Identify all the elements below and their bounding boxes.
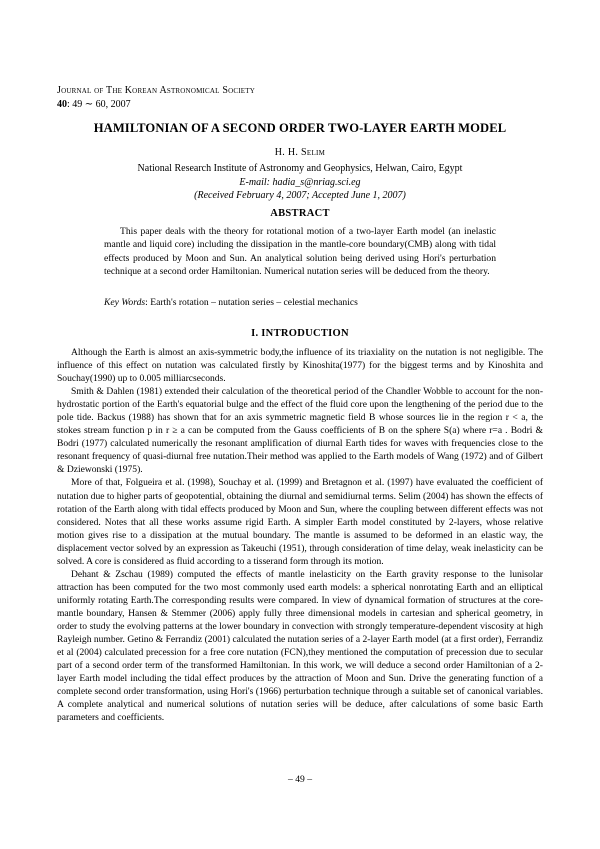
paragraph: Dehant & Zschau (1989) computed the effects of mantle inelasticity on the Earth gravity response to the lunisolar attraction has been computed for the two most commonly used earth models: a spherical nonrotating Earth and an elliptical uniformly rotating Earth.The corresponding results were compared. In view of dynamical formation of structures at the core-mantle boundary, Hansen & Stemmer (2006) apply fully three dimensional models in cartesian and spherical geometry, in order to study the evolving patterns at the lower boundary in convection with strongly temperature-dependent viscosity at high Rayleigh number. Getino & Ferrandiz (2001) calculated the nutation series of a 2-layer Earth model (at a first order), Ferrandiz et al (2004) calculated precession for a free core nutation (FCN),they mentioned the computation of precession due to secular part of a second order term of the transformed Hamiltonian. In this work, we will deduce a second order Hamiltonian of a 2-layer Earth model including the tidal effect produces by the attraction of Moon and Sun. Drive the generating function of a complete second order transformation, using Hori's (1966) perturbation technique through a suitable set of canonical variables. A complete analytical and numerical solutions of nutation series will be deduce, after calculations of some basic Earth parameters and coefficients.	[57, 568, 543, 724]
paragraph: Although the Earth is almost an axis-symmetric body,the influence of its triaxiality on the nutation is not negligible. The influence of this effect on nutation was calculated firstly by Kinoshita(1977) for the biggest terms and by Kinoshita and Souchay(1990) up to 0.005 milliarcseconds.	[57, 347, 543, 385]
journal-volume: 40	[57, 99, 67, 110]
keywords-list: : Earth's rotation – nutation series – celestial mechanics	[145, 297, 358, 308]
received-dates: (Received February 4, 2007; Accepted June 1, 2007)	[194, 190, 406, 201]
paragraph: Smith & Dahlen (1981) extended their calculation of the theoretical period of the Chandler Wobble to account for the non-hydrostatic portion of the Earth's equatorial bulge and the effect of the fluid core upon the lengthening of the period due to the pole tide. Backus (1988) has shown that for an axis symmetric magnetic field B whose sources lie in the region r < a, the stokes stream function p in r ≥ a can be computed from the Gauss coefficients of B on the sphere S(a) where r=a . Bodri & Bodri (1977) calculated numerically the resonant amplification of diurnal Earth tides for waves with frequencies close to the resonant frequency of quasi-diurnal free nutation.Their method was applied to the Earth models of Wang (1972) and of Gilbert & Dziewonski (1975).	[57, 386, 543, 476]
affiliation-block	[0, 162, 600, 203]
journal-citation	[57, 98, 255, 112]
paragraph: More of that, Folgueira et al. (1998), Souchay et al. (1999) and Bretagnon et al. (1997) have evaluated the coefficient of nutation due to higher parts of geopotential, obtaining the diurnal and semidiurnal terms. Selim (2004) has shown the effects of rotation of the Earth along with tidal effects produced by Moon and Sun, where the coupling between different effects was not considered. Notes that all these works assume rigid Earth. A simpler Earth model constituted by 2-layers, whose relative motion gives rise to a dissipation at the mutual boundary. The mantle is assumed to be deformed in an elastic way, the displacement vector solved by an expression as Takeuchi (1951), through consideration of time delay, weak inelasticity can be solved. A core is considered as fluid according to a tisserand form through its motion.	[57, 477, 543, 567]
page-number: – 49 –	[288, 774, 312, 785]
keywords-label: Key Words	[104, 297, 146, 308]
abstract-heading: ABSTRACT	[270, 208, 330, 219]
email: E-mail: hadia_s@nriag.sci.eg	[239, 176, 361, 188]
section-heading: I. INTRODUCTION	[251, 328, 349, 339]
abstract-text: This paper deals with the theory for rotational motion of a two-layer Earth model (an inelastic mantle and liquid core) including the dissipation in the mantle-core boundary(CMB) along with tidal effects produced by Moon and Sun. An analytical solution being derived using Hori's perturbation technique at a second order Hamiltonian. Numerical nutation series will be deduced from the theory.	[104, 226, 496, 277]
affiliation: National Research Institute of Astronomy and Geophysics, Helwan, Cairo, Egypt	[137, 163, 463, 174]
paper-title: HAMILTONIAN OF A SECOND ORDER TWO-LAYER EARTH MODEL	[93, 121, 507, 135]
introduction-body	[57, 346, 543, 724]
keywords	[104, 296, 504, 309]
journal-pages: : 49 ∼ 60, 2007	[67, 99, 131, 110]
journal-name: Journal of The Korean Astronomical Society	[57, 85, 255, 96]
author-name: H. H. Selim	[274, 147, 326, 158]
journal-header	[57, 84, 255, 112]
